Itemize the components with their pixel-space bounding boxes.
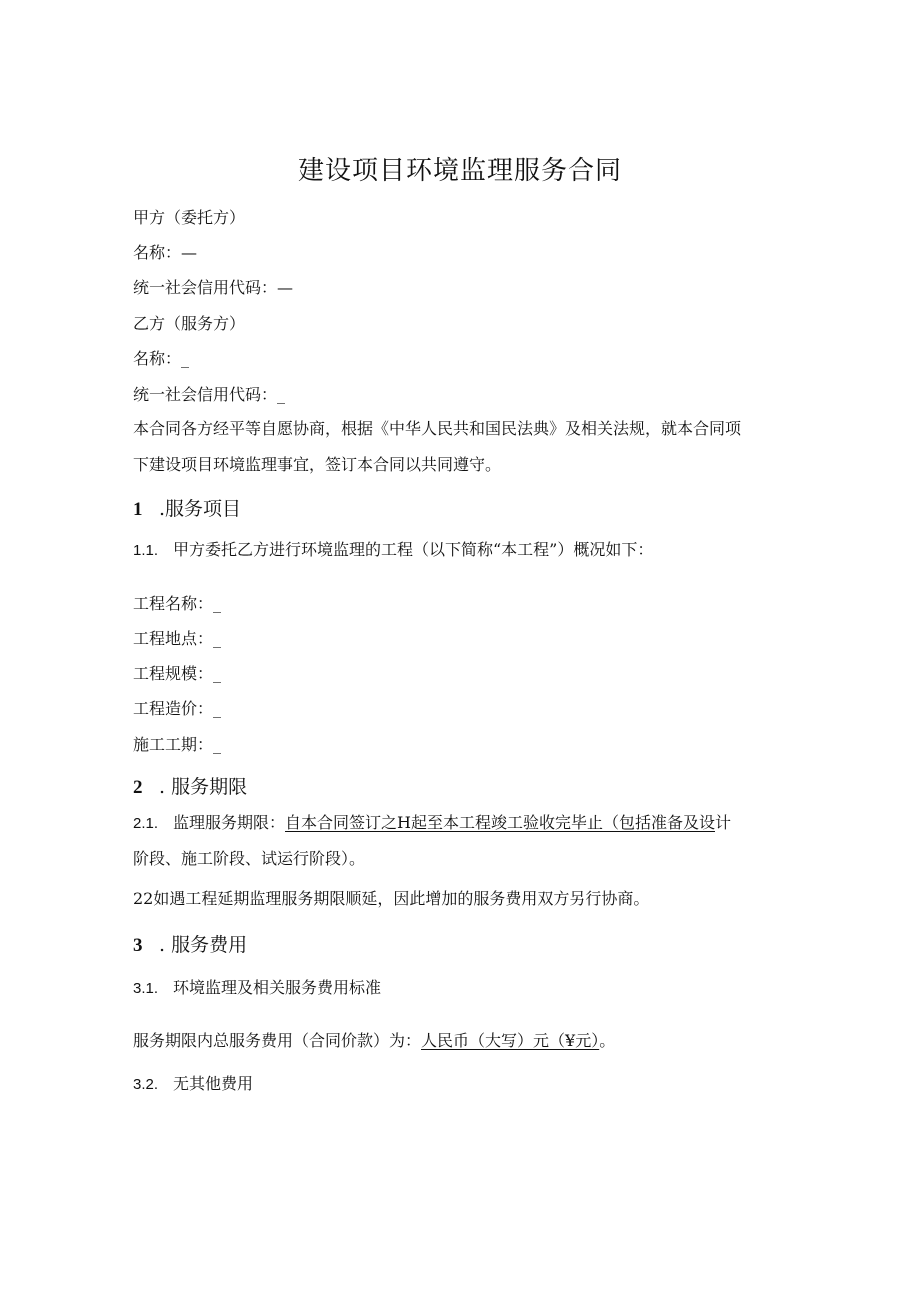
section-2-number: 2: [133, 777, 143, 798]
party-b-credit-code: 统一社会信用代码：_: [133, 385, 286, 404]
clause-1-1-text: 甲方委托乙方进行环境监理的工程（以下简称“本工程”）概况如下：: [173, 540, 654, 559]
party-a-credit-code: 统一社会信用代码：—: [133, 278, 294, 297]
project-location-field: 工程地点：_: [133, 629, 222, 648]
clause-1-1: [133, 537, 653, 560]
clause-2-1-suffix: 计: [714, 813, 731, 832]
section-3-heading: [133, 930, 247, 957]
party-b-header: 乙方（服务方）: [133, 314, 246, 333]
construction-period-field: 施工工期：_: [133, 735, 222, 754]
project-cost-field: 工程造价：_: [133, 699, 222, 718]
project-name-field: 工程名称：_: [133, 594, 222, 613]
section-2-title: . 服务期限: [159, 776, 248, 798]
clause-2-1-continued: 阶段、施工阶段、试运行阶段）。: [133, 849, 366, 868]
party-b-name: 名称：_: [133, 349, 190, 368]
clause-2-1-number: 2.1.: [133, 815, 159, 832]
section-3-number: 3: [133, 935, 143, 956]
clause-3-2: [133, 1071, 253, 1094]
section-1-title: .服务项目: [159, 498, 242, 520]
party-a-header: 甲方（委托方）: [133, 208, 246, 227]
clause-3-2-text: 无其他费用: [173, 1074, 254, 1093]
clause-2-1-prefix: 监理服务期限：: [173, 813, 286, 832]
clause-2-1-underlined: 自本合同签订之H起至本工程竣工验收完毕止（包括准备及设: [285, 813, 715, 832]
section-1-heading: [133, 494, 241, 521]
clause-3-1-number: 3.1.: [133, 980, 159, 997]
project-scale-field: 工程规模：_: [133, 664, 222, 683]
preamble-line-1: 本合同各方经平等自愿协商，根据《中华人民共和国民法典》及相关法规，就本合同项: [133, 419, 742, 438]
section-3-title: . 服务费用: [159, 934, 248, 956]
clause-2-1: [133, 810, 731, 833]
total-fee-suffix: 。: [599, 1031, 616, 1050]
page-title: 建设项目环境监理服务合同: [297, 156, 622, 186]
clause-1-1-number: 1.1.: [133, 542, 159, 559]
clause-2-2: 22如遇工程延期监理服务期限顺延，因此增加的服务费用双方另行协商。: [133, 889, 650, 908]
total-fee-amount: 人民币（大写）元（¥元）: [421, 1031, 600, 1050]
party-a-name: 名称：—: [133, 243, 198, 262]
clause-3-1: [133, 975, 381, 998]
total-fee-prefix: 服务期限内总服务费用（合同价款）为：: [133, 1031, 422, 1050]
section-2-heading: [133, 772, 247, 799]
clause-3-1-text: 环境监理及相关服务费用标准: [173, 978, 382, 997]
total-fee-line: [133, 1028, 615, 1051]
preamble-line-2: 下建设项目环境监理事宜，签订本合同以共同遵守。: [133, 455, 502, 474]
clause-3-2-number: 3.2.: [133, 1076, 159, 1093]
section-1-number: 1: [133, 499, 143, 520]
